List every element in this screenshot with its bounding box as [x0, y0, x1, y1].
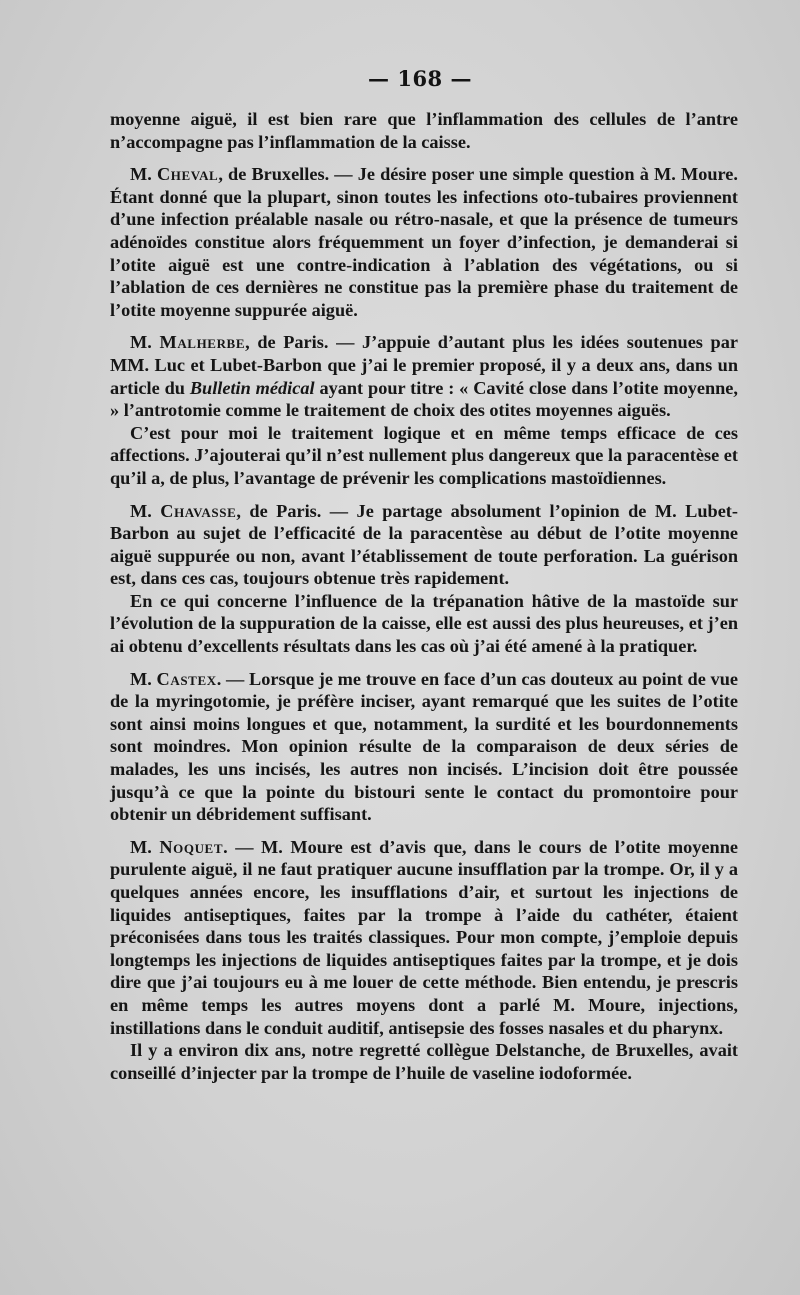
paragraph-text: . — M. Moure est d’avis que, dans le cours de l’otite moyenne purulente aiguë, il ne faut pratiquer aucune insufflation par la trompe. Or, il y a quelques années encore, les insufflations d’air, et surtout les injections de liquides antiseptiques, faites par la trompe à l’aide du cathéter, étaient préconisées dans tous les traités classiques. Pour mon compte, j’emploie depuis longtemps les injections de liquides antiseptiques faites par la trompe, et je dois dire que j’ai toujours eu à me louer de cette méthode. Bien entendu, je prescris en même temps les autres moyens dont a parlé M. Moure, injections, instillations dans le conduit auditif, antisepsie des fosses nasales et du pharynx.: [110, 836, 738, 1038]
speaker-name: Chavasse: [160, 500, 237, 521]
paragraph-text: , de Paris. — J’appuie d’autant plus les idées soutenues par MM. Luc et Lubet-Barbon que j’ai le premier proposé, il y a deux ans, dans un article du: [110, 332, 738, 398]
speaker-name: Malherbe: [159, 332, 246, 353]
paragraph-text: . — Lorsque je me trouve en face d’un cas douteux au point de vue de la myringotomie, je préfère inciser, ayant remarqué que les suites de l’otite sont ainsi moins longues et que, notamment, la surdité et les bourdonnements sont moindres. Mon opinion résulte de la comparaison de deux séries de malades, les uns incisés, les autres non incisés. L’incision doit être poussée jusqu’à ce que la pointe du bistouri sente le contact du promontoire pour obtenir un débridement suffisant.: [110, 668, 738, 825]
journal-title: Bulletin médical: [189, 377, 315, 398]
speaker-prefix: M.: [130, 668, 157, 689]
paragraph-text: , de Bruxelles. — Je désire poser une simple question à M. Moure. Étant donné que la plupart, sinon toutes les infections oto-tubaires proviennent d’une infection préalable nasale ou rétro-nasale, et que la présence de tumeurs adénoïdes constitue alors fréquemment un foyer d’infection, je demanderai si l’otite aiguë est une contre-indication à l’ablation des végétations, ou si l’ablation de ces dernières ne constitue pas la première phase du traitement de l’otite moyenne suppurée aiguë.: [110, 164, 738, 320]
speaker-name: Cheval: [156, 164, 219, 185]
paragraph-malherbe: [110, 331, 738, 421]
paragraph-text: ayant pour titre : « Cavité close dans l’otite moyenne, » l’antrotomie comme le traitement de choix des otites moyennes aiguës.: [110, 377, 738, 421]
paragraph-text: , de Paris. — Je partage absolument l’opinion de M. Lubet-Barbon au sujet de l’efficacité de la paracentèse au début de l’otite moyenne aiguë suppurée ou non, avant l’établissement de toute perforation. La guérison est, dans ces cas, toujours obtenue très rapidement.: [110, 500, 738, 589]
speaker-prefix: M.: [130, 164, 157, 185]
speaker-name: Noquet: [159, 836, 224, 857]
paragraph-continuation: [110, 108, 738, 153]
speaker-prefix: M.: [130, 332, 160, 353]
page-body: [110, 108, 738, 1084]
speaker-prefix: M.: [130, 500, 161, 521]
paragraph-chavasse: [110, 500, 738, 590]
paragraph-noquet-continued: [110, 1039, 738, 1084]
paragraph-cheval: [110, 163, 738, 321]
paragraph-castex: [110, 668, 738, 826]
page-number: — 168 —: [368, 66, 472, 91]
speaker-prefix: M.: [130, 836, 160, 857]
paragraph-malherbe-continued: [110, 422, 738, 490]
paragraph-text: En ce qui concerne l’influence de la trépanation hâtive de la mastoïde sur l’évolution de la suppuration de la caisse, elle est aussi des plus heureuses, et j’en ai obtenu d’excellents résultats dans les cas où j’ai été amené à la pratiquer.: [110, 590, 738, 657]
paragraph-noquet: [110, 836, 738, 1039]
paragraph-chavasse-continued: [110, 590, 738, 658]
paragraph-text: C’est pour moi le traitement logique et en même temps efficace de ces affections. J’ajouterai qu’il n’est nullement plus dangereux que la paracentèse et qu’il a, de plus, l’avantage de prévenir les complications mastoïdiennes.: [110, 422, 738, 488]
paragraph-text: moyenne aiguë, il est bien rare que l’inflammation des cellules de l’antre n’accompagne pas l’inflammation de la caisse.: [110, 109, 738, 152]
speaker-name: Castex: [156, 668, 217, 689]
paragraph-text: Il y a environ dix ans, notre regretté collègue Delstanche, de Bruxelles, avait conseillé d’injecter par la trompe de l’huile de vaseline iodoformée.: [110, 1040, 738, 1083]
